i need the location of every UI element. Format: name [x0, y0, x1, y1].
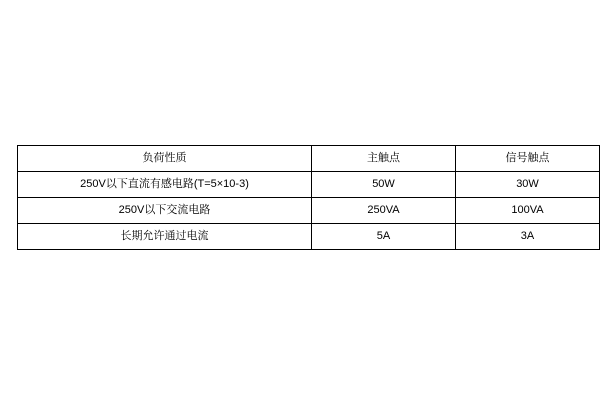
- table-cell-load-type: 250V以下交流电路: [18, 198, 312, 224]
- table-row: [18, 224, 600, 250]
- table-cell-signal-contact: 30W: [456, 172, 600, 198]
- table-header-row: [18, 146, 600, 172]
- table-cell-signal-contact: 3A: [456, 224, 600, 250]
- table-cell-load-type: 250V以下直流有感电路(T=5×10-3): [18, 172, 312, 198]
- table-cell-signal-contact: 100VA: [456, 198, 600, 224]
- table-header-cell-signal-contact: 信号触点: [456, 146, 600, 172]
- table-row: [18, 172, 600, 198]
- table-cell-main-contact: 250VA: [312, 198, 456, 224]
- table-header-cell-load-type: 负荷性质: [18, 146, 312, 172]
- table-cell-main-contact: 5A: [312, 224, 456, 250]
- table-cell-main-contact: 50W: [312, 172, 456, 198]
- spec-table: [17, 145, 600, 250]
- table-row: [18, 198, 600, 224]
- table-cell-load-type: 长期允许通过电流: [18, 224, 312, 250]
- spec-table-container: [17, 145, 584, 250]
- table-header-cell-main-contact: 主触点: [312, 146, 456, 172]
